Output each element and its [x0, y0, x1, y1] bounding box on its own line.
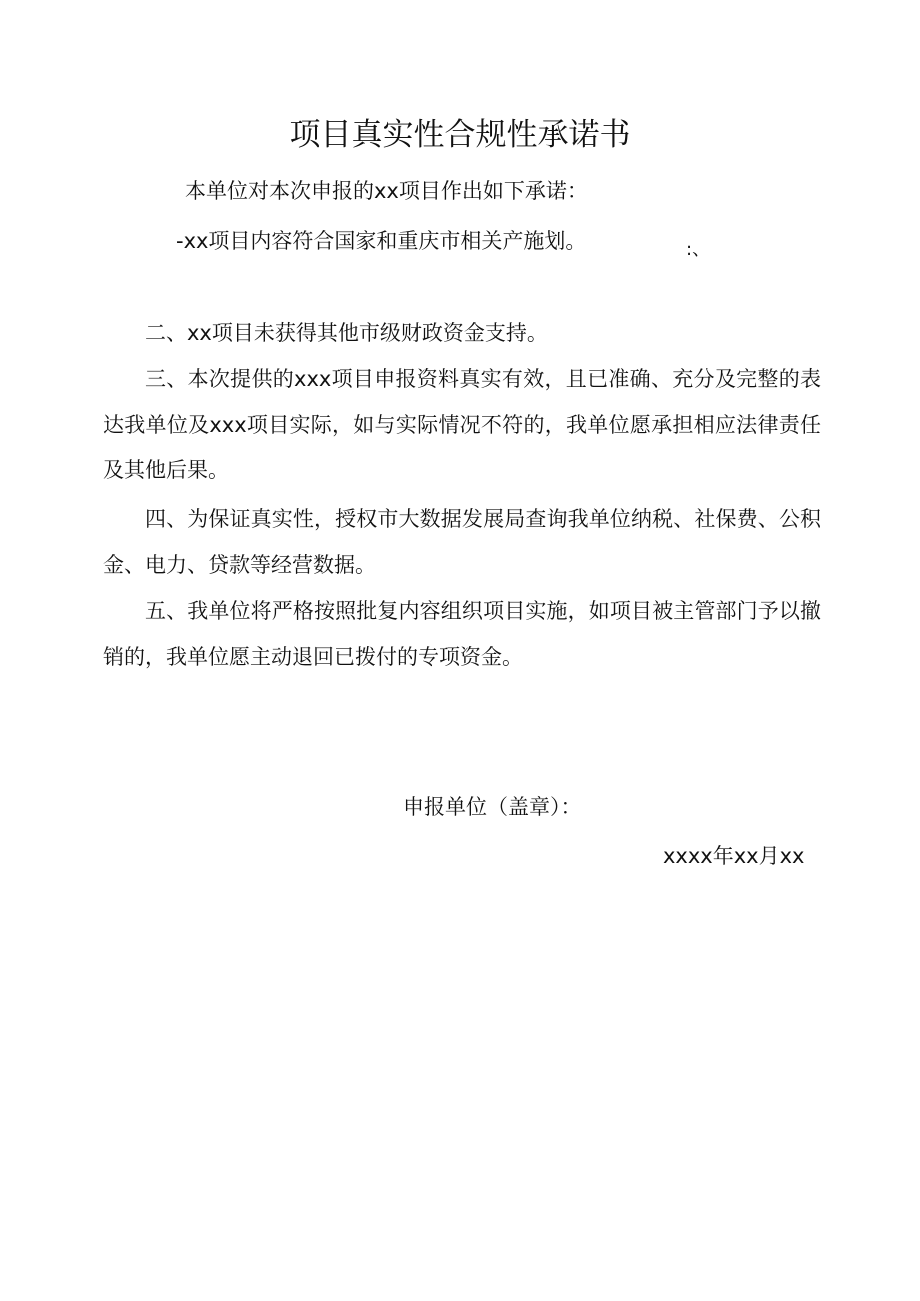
item-four: 四、为保证真实性，授权市大数据发展局查询我单位纳税、社保费、公积金、电力、贷款等经营数据。	[103, 507, 821, 577]
signature-label: 申报单位（盖章）：	[403, 795, 582, 819]
document-date: xxxx年xx月xx	[663, 844, 805, 868]
item-five: 五、我单位将严格按照批复内容组织项目实施，如项目被主管部门予以撤销的，我单位愿主动退回已拨付的专项资金。	[103, 599, 821, 669]
item-two: 二、xx项目未获得其他市级财政资金支持。	[145, 321, 548, 345]
intro-line: 本单位对本次申报的xx项目作出如下承诺：	[185, 179, 588, 203]
item-one: -xx项目内容符合国家和重庆市相关产施划。	[176, 229, 587, 253]
stray-mark: :、	[686, 239, 711, 260]
document-title: 项目真实性合规性承诺书	[289, 117, 631, 153]
item-three: 三、本次提供的xxx项目申报资料真实有效，且已准确、充分及完整的表达我单位及xxx项目实际，如与实际情况不符的，我单位愿承担相应法律责任及其他后果。	[103, 367, 821, 482]
